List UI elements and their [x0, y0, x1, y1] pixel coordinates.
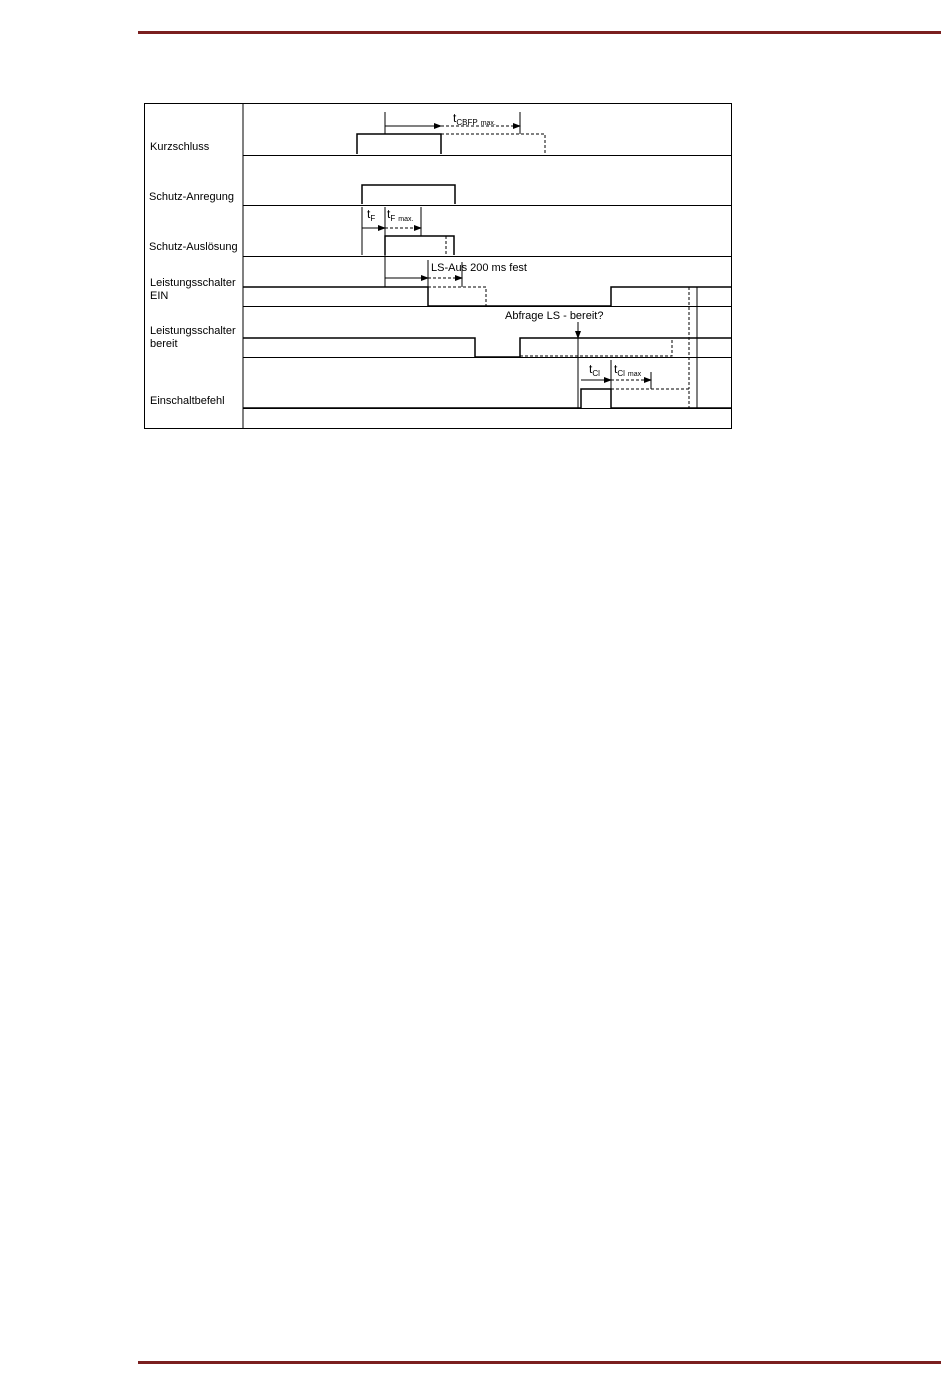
waveform-einschaltbefehl-dashed — [611, 389, 689, 408]
annotation-t-cl-max: tCl max — [614, 362, 642, 378]
annotation-t-f-max: tF max. — [387, 207, 414, 223]
waveform-kurzschluss — [357, 134, 441, 154]
label-ls-bereit-line2: bereit — [150, 338, 178, 350]
label-ls-ein-line2: EIN — [150, 290, 169, 302]
label-ls-bereit-line1: Leistungsschalter — [150, 325, 236, 337]
waveform-ls-bereit-dashed — [520, 338, 672, 356]
annotation-t-cl: tCl — [589, 362, 600, 378]
annotation-t-f: tF — [367, 207, 376, 223]
row-separators — [243, 156, 731, 409]
annotation-abfrage: Abfrage LS - bereit? — [505, 310, 604, 322]
annotation-t-cbfp-max: tCBFP max. — [453, 111, 496, 127]
waveform-einschaltbefehl — [243, 389, 731, 408]
label-schutz-ausloesung: Schutz-Auslösung — [149, 241, 238, 253]
label-ls-ein-line1: Leistungsschalter — [150, 277, 236, 289]
label-kurzschluss: Kurzschluss — [150, 141, 210, 153]
waveform-schutz-ausloesung — [385, 236, 454, 255]
waveform-kurzschluss-extension — [441, 134, 545, 154]
waveform-ls-ein — [243, 287, 731, 306]
waveform-schutz-anregung — [362, 185, 455, 204]
waveform-ls-bereit — [243, 338, 731, 357]
label-einschaltbefehl: Einschaltbefehl — [150, 395, 225, 407]
signal-labels — [149, 141, 238, 407]
waveform-ls-ein-dashed — [428, 287, 486, 306]
annotation-ls-aus: LS-Aus 200 ms fest — [431, 262, 527, 274]
label-schutz-anregung: Schutz-Anregung — [149, 191, 234, 203]
footer-rule — [138, 1361, 941, 1364]
